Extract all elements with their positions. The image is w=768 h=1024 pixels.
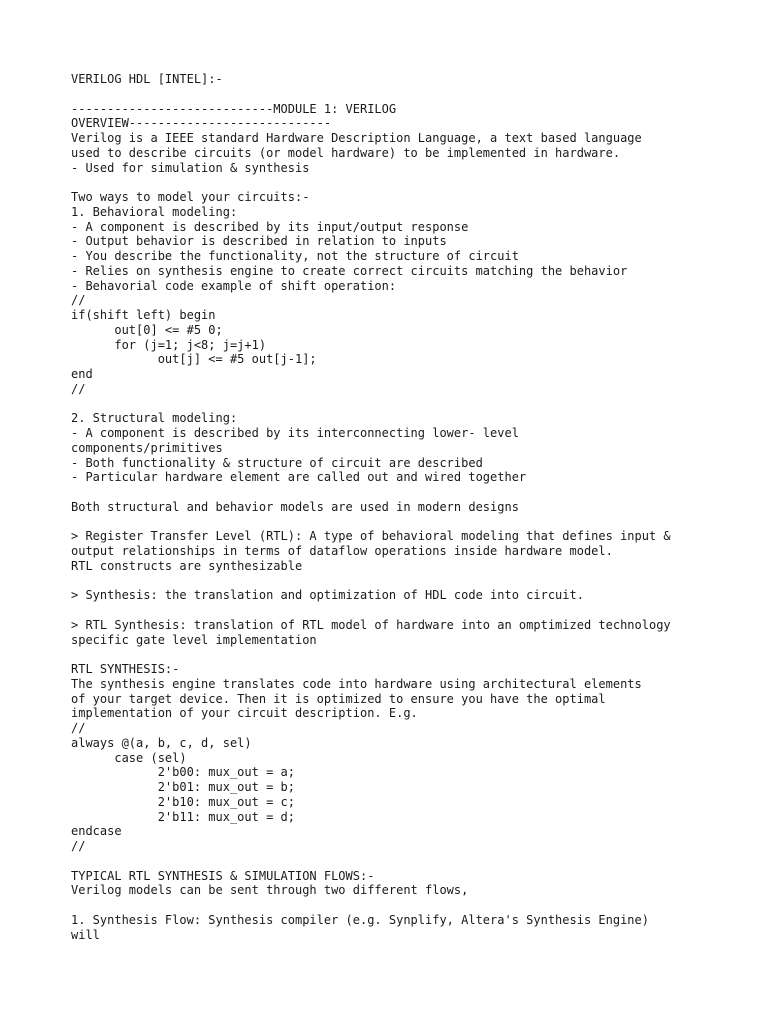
text-line: Verilog models can be sent through two different flows,: [71, 883, 469, 898]
text-line: RTL constructs are synthesizable: [71, 558, 303, 573]
text-line: [71, 898, 751, 913]
text-line: 1. Behavioral modeling:: [71, 204, 238, 219]
text-line: //: [71, 839, 86, 853]
text-line: if(shift left) begin: [71, 308, 216, 322]
text-line: RTL SYNTHESIS:-: [71, 662, 180, 676]
text-line: > Synthesis: the translation and optimization of HDL code into circuit.: [71, 588, 584, 603]
text-line: specific gate level implementation: [71, 632, 317, 647]
text-line: //: [71, 721, 86, 735]
text-line: - Relies on synthesis engine to create correct circuits matching the behavior: [71, 263, 628, 278]
text-line: output relationships in terms of dataflow operations inside hardware model.: [71, 544, 613, 558]
text-line: 1. Synthesis Flow: Synthesis compiler (e.g. Synplify, Altera's Synthesis Engine): [71, 912, 649, 927]
text-line: - Used for simulation & synthesis: [71, 160, 310, 175]
text-line: [71, 647, 751, 662]
text-line: > RTL Synthesis: translation of RTL model of hardware into an omptimized technology: [71, 617, 671, 632]
text-line: for (j=1; j<8; j=j+1): [71, 337, 267, 352]
text-line: - Both functionality & structure of circuit are described: [71, 455, 483, 470]
document-page: [71, 72, 751, 942]
text-line: [71, 485, 751, 500]
text-line: implementation of your circuit description. E.g.: [71, 706, 418, 721]
text-line: [71, 515, 751, 530]
text-line: OVERVIEW----------------------------: [71, 116, 332, 131]
text-line: > Register Transfer Level (RTL): A type of behavioral modeling that defines input &: [71, 529, 671, 544]
text-line: - A component is described by its interconnecting lower- level: [71, 426, 519, 440]
text-line: The synthesis engine translates code into hardware using architectural elements: [71, 676, 642, 691]
text-line: - A component is described by its input/output response: [71, 219, 469, 234]
text-line: 2. Structural modeling:: [71, 411, 238, 426]
text-line: - You describe the functionality, not the structure of circuit: [71, 249, 519, 263]
text-line: Verilog is a IEEE standard Hardware Description Language, a text based language: [71, 131, 642, 145]
text-line: out[0] <= #5 0;: [71, 322, 223, 337]
text-line: always @(a, b, c, d, sel): [71, 735, 252, 750]
text-line: endcase: [71, 824, 122, 839]
text-line: 2'b00: mux_out = a;: [71, 765, 295, 780]
text-line: used to describe circuits (or model hardware) to be implemented in hardware.: [71, 145, 621, 160]
text-line: - Output behavior is described in relation to inputs: [71, 234, 447, 249]
text-line: ----------------------------MODULE 1: VERILOG: [71, 101, 397, 116]
text-line: [71, 175, 751, 190]
text-line: //: [71, 293, 86, 308]
text-line: end: [71, 367, 93, 381]
text-line: Two ways to model your circuits:-: [71, 190, 310, 204]
text-line: [71, 87, 751, 102]
text-line: will: [71, 927, 100, 942]
text-line: - Particular hardware element are called out and wired together: [71, 470, 527, 485]
text-line: components/primitives: [71, 440, 223, 455]
text-line: [71, 854, 751, 869]
text-line: VERILOG HDL [INTEL]:-: [71, 72, 223, 86]
text-line: out[j] <= #5 out[j-1];: [71, 352, 317, 367]
text-line: [71, 574, 751, 589]
text-line: case (sel): [71, 750, 187, 765]
text-line: Both structural and behavior models are used in modern designs: [71, 499, 519, 514]
text-line: - Behavorial code example of shift operation:: [71, 278, 397, 293]
text-line: //: [71, 381, 86, 396]
text-line: 2'b01: mux_out = b;: [71, 780, 295, 794]
text-line: 2'b11: mux_out = d;: [71, 809, 295, 824]
text-line: [71, 397, 751, 412]
text-line: of your target device. Then it is optimized to ensure you have the optimal: [71, 691, 606, 706]
text-line: 2'b10: mux_out = c;: [71, 794, 295, 809]
text-line: TYPICAL RTL SYNTHESIS & SIMULATION FLOWS:-: [71, 868, 375, 883]
text-line: [71, 603, 751, 618]
